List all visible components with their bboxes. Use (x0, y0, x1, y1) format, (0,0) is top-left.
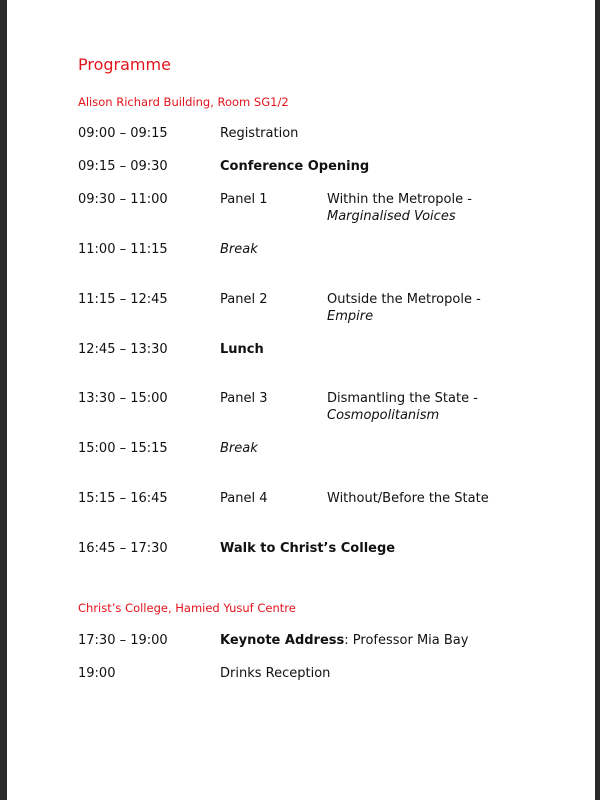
row-time: 13:30 – 15:00 (78, 391, 168, 406)
row-item-group (220, 632, 468, 649)
row-topic: Outside the Metropole - (327, 292, 481, 307)
row-time: 17:30 – 19:00 (78, 633, 168, 648)
venue-heading: Alison Richard Building, Room SG1/2 (78, 95, 289, 109)
row-item: Break (220, 242, 258, 257)
row-topic: Within the Metropole - (327, 192, 472, 207)
row-item: Drinks Reception (220, 666, 331, 681)
row-time: 11:00 – 11:15 (78, 242, 168, 257)
row-item: Panel 1 (220, 192, 268, 207)
row-item: Panel 3 (220, 391, 268, 406)
row-time: 19:00 (78, 666, 116, 681)
row-time: 12:45 – 13:30 (78, 342, 168, 357)
row-time: 15:00 – 15:15 (78, 441, 168, 456)
row-item: Lunch (220, 342, 264, 357)
row-subtopic: Marginalised Voices (327, 209, 456, 224)
row-subtopic: Empire (327, 309, 374, 324)
row-time: 11:15 – 12:45 (78, 292, 168, 307)
row-item: Conference Opening (220, 159, 370, 174)
row-time: 16:45 – 17:30 (78, 541, 168, 556)
row-item: Panel 2 (220, 292, 268, 307)
row-item: Registration (220, 126, 299, 141)
page-title: Programme (78, 55, 171, 74)
row-time: 09:15 – 09:30 (78, 159, 168, 174)
row-item: Panel 4 (220, 491, 268, 506)
venue-heading: Christ’s College, Hamied Yusuf Centre (78, 601, 296, 615)
document-page (7, 0, 595, 800)
row-time: 09:00 – 09:15 (78, 126, 168, 141)
row-topic: Dismantling the State - (327, 391, 478, 406)
row-item: Walk to Christ’s College (220, 541, 396, 556)
row-detail: : Professor Mia Bay (344, 633, 469, 648)
row-item: Break (220, 441, 258, 456)
row-topic: Without/Before the State (327, 491, 489, 506)
row-time: 09:30 – 11:00 (78, 192, 168, 207)
row-time: 15:15 – 16:45 (78, 491, 168, 506)
row-subtopic: Cosmopolitanism (327, 408, 440, 423)
row-item: Keynote Address (220, 633, 345, 648)
